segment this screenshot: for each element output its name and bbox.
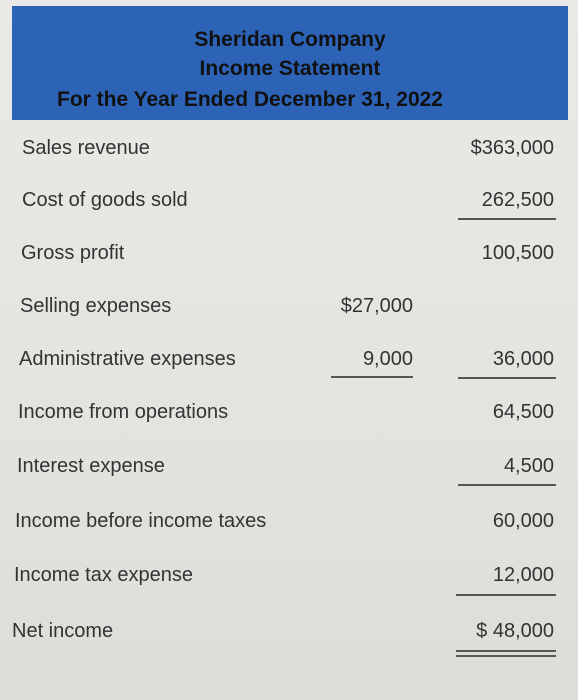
statement-row-income-from-operations [0, 401, 578, 431]
statement-row-interest-expense [0, 455, 578, 485]
underline [458, 484, 556, 486]
row-total-value: $ 48,000 [476, 620, 554, 642]
statement-row-administrative-expenses [0, 348, 578, 378]
row-total-value: $363,000 [470, 137, 554, 159]
statement-header [12, 6, 568, 120]
row-total-value: 64,500 [492, 401, 554, 423]
row-label: Administrative expenses [19, 348, 236, 370]
row-label: Net income [12, 620, 114, 642]
company-name: Sheridan Company [194, 28, 386, 51]
row-label: Sales revenue [22, 137, 150, 159]
statement-row-sales-revenue [0, 137, 578, 167]
double-underline-bottom [456, 655, 556, 657]
row-label: Income tax expense [14, 564, 193, 586]
row-total-value: 100,500 [481, 242, 554, 264]
row-label: Gross profit [21, 242, 125, 264]
statement-row-income-before-taxes [0, 510, 578, 540]
row-total-value: 60,000 [492, 510, 554, 532]
row-label: Cost of goods sold [22, 189, 188, 211]
row-total-value: 4,500 [503, 455, 554, 477]
double-underline-top [456, 650, 556, 652]
underline [458, 377, 556, 379]
statement-row-gross-profit [0, 242, 578, 272]
underline [456, 594, 556, 596]
statement-row-cost-of-goods-sold [0, 189, 578, 219]
row-label: Income from operations [18, 401, 229, 423]
statement-row-selling-expenses [0, 295, 578, 325]
underline [458, 218, 556, 220]
row-detail-value: 9,000 [362, 348, 413, 370]
row-label: Selling expenses [20, 295, 172, 317]
statement-period: For the Year Ended December 31, 2022 [57, 88, 443, 111]
row-label: Interest expense [17, 455, 165, 477]
statement-row-income-tax-expense [0, 564, 578, 594]
row-total-value: 36,000 [492, 348, 554, 370]
row-total-value: 262,500 [481, 189, 554, 211]
row-total-value: 12,000 [492, 564, 554, 586]
statement-row-net-income [0, 620, 578, 650]
underline [331, 376, 413, 378]
row-label: Income before income taxes [15, 510, 267, 532]
statement-title: Income Statement [199, 57, 381, 80]
row-detail-value: $27,000 [340, 295, 413, 317]
